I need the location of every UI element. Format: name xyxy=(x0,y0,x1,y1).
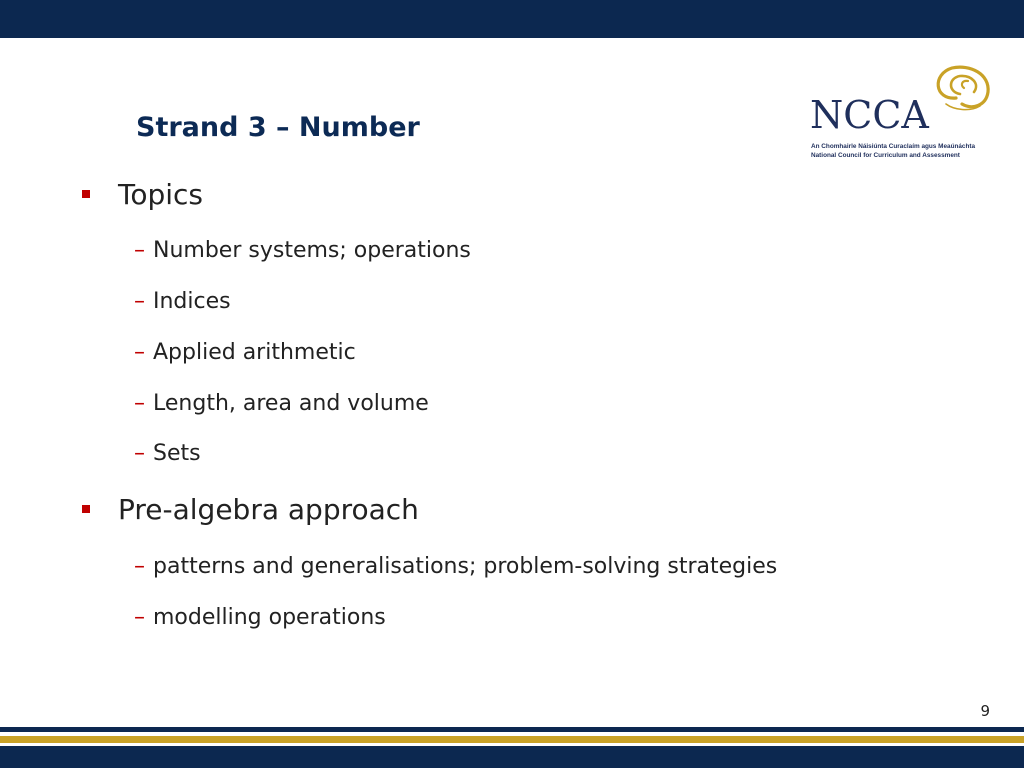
sub-bullet-item xyxy=(134,238,471,263)
footer-navy-band xyxy=(0,746,1024,768)
sub-bullet-text: Length, area and volume xyxy=(153,391,429,416)
bullet-item xyxy=(82,493,419,526)
sub-bullet-text: Applied arithmetic xyxy=(153,340,356,365)
sub-bullet-text: modelling operations xyxy=(153,605,386,630)
footer-gold-stripe xyxy=(0,736,1024,743)
logo-wordmark: NCCA xyxy=(810,93,929,137)
sub-bullet-text: Indices xyxy=(153,289,231,314)
dash-bullet-icon: – xyxy=(134,605,145,630)
square-bullet-icon xyxy=(82,505,90,513)
sub-bullet-item xyxy=(134,340,356,365)
dash-bullet-icon: – xyxy=(134,441,145,466)
sub-bullet-text: Sets xyxy=(153,441,201,466)
sub-bullet-item xyxy=(134,554,777,579)
dash-bullet-icon: – xyxy=(134,289,145,314)
bottom-footer-band xyxy=(0,727,1024,768)
page-number: 9 xyxy=(980,702,990,720)
dash-bullet-icon: – xyxy=(134,340,145,365)
bullet-item xyxy=(82,178,203,211)
sub-bullet-item xyxy=(134,391,429,416)
sub-bullet-item xyxy=(134,441,201,466)
slide-title: Strand 3 – Number xyxy=(136,112,420,143)
logo-subtitle-english: National Council for Curriculum and Assessment xyxy=(811,152,960,159)
square-bullet-icon xyxy=(82,190,90,198)
dash-bullet-icon: – xyxy=(134,238,145,263)
dash-bullet-icon: – xyxy=(134,554,145,579)
dash-bullet-icon: – xyxy=(134,391,145,416)
sub-bullet-item xyxy=(134,605,386,630)
sub-bullet-text: Number systems; operations xyxy=(153,238,471,263)
sub-bullet-item xyxy=(134,289,231,314)
bullet-text: Pre-algebra approach xyxy=(118,493,419,526)
bullet-text: Topics xyxy=(118,178,204,211)
logo-subtitle-irish: An Chomhairle Náisiúnta Curaclaím agus Meaúnáchta xyxy=(811,143,976,150)
sub-bullet-text: patterns and generalisations; problem-solving strategies xyxy=(153,554,778,579)
